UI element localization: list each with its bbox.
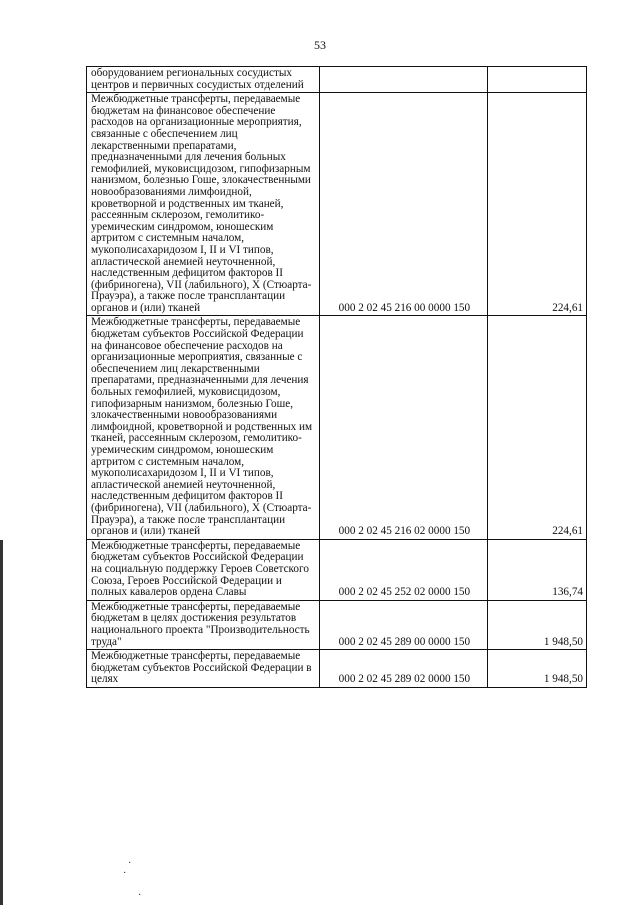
table-row [87, 316, 587, 539]
row-amount [488, 67, 587, 93]
row-description: Межбюджетные трансферты, передаваемые бюджетам субъектов Российской Федерации на финансовое обеспечение расходов на организационные мероприятия, связанные с обеспечением лиц лекарственными препаратами, предназначенными для лечения больных гемофилией, муковисцидозом, гипофизарным нанизмом, болезнью Гоше, злокачественными новообразованиями лимфоидной, кроветворной и родственных им тканей, рассеянным склерозом, гемолитико-уремическим синдромом, юношеским артритом с системным началом, мукополисахаридозом I, II и VI типов, апластической анемией неуточненной, наследственным дефицитом факторов II (фибриногена), VII (лабильного), X (Стюарта-Прауэра), а также после трансплантации органов и (или) тканей [87, 316, 320, 539]
budget-table [86, 66, 587, 688]
row-code: 000 2 02 45 216 00 0000 150 [320, 93, 488, 316]
row-code: 000 2 02 45 216 02 0000 150 [320, 316, 488, 539]
scan-speck: · [123, 868, 127, 879]
row-amount: 224,61 [488, 316, 587, 539]
row-description: оборудованием региональных сосудистых центров и первичных сосудистых отделений [87, 67, 320, 93]
table-row [87, 539, 587, 600]
row-amount: 224,61 [488, 93, 587, 316]
row-description: Межбюджетные трансферты, передаваемые бюджетам субъектов Российской Федерации на социальную поддержку Героев Советского Союза, Героев Российской Федерации и полных кавалеров ордена Славы [87, 539, 320, 600]
row-description: Межбюджетные трансферты, передаваемые бюджетам на финансовое обеспечение расходов на организационные мероприятия, связанные с обеспечением лиц лекарственными препаратами, предназначенными для лечения больных гемофилией, муковисцидозом, гипофизарным нанизмом, болезнью Гоше, злокачественными новообразованиями лимфоидной, кроветворной и родственных им тканей, рассеянным склерозом, гемолитико-уремическим синдромом, юношеским артритом с системным началом, мукополисахаридозом I, II и VI типов, апластической анемией неуточненной, наследственным дефицитом факторов II (фибриногена), VII (лабильного), X (Стюарта-Прауэра), а также после трансплантации органов и (или) тканей [87, 93, 320, 316]
table-row [87, 93, 587, 316]
scan-speck: · [128, 858, 132, 869]
row-code: 000 2 02 45 289 02 0000 150 [320, 650, 488, 688]
scan-edge [0, 540, 3, 905]
row-code: 000 2 02 45 289 00 0000 150 [320, 600, 488, 649]
row-code [320, 67, 488, 93]
table-row [87, 600, 587, 649]
scan-speck: · [138, 890, 142, 901]
table-row [87, 67, 587, 93]
row-amount: 1 948,50 [488, 600, 587, 649]
row-amount: 1 948,50 [488, 650, 587, 688]
row-amount: 136,74 [488, 539, 587, 600]
row-code: 000 2 02 45 252 02 0000 150 [320, 539, 488, 600]
row-description: Межбюджетные трансферты, передаваемые бюджетам субъектов Российской Федерации в целях [87, 650, 320, 688]
table-row [87, 650, 587, 688]
page-number: 53 [314, 38, 326, 52]
row-description: Межбюджетные трансферты, передаваемые бюджетам в целях достижения результатов национального проекта "Производительность труда" [87, 600, 320, 649]
